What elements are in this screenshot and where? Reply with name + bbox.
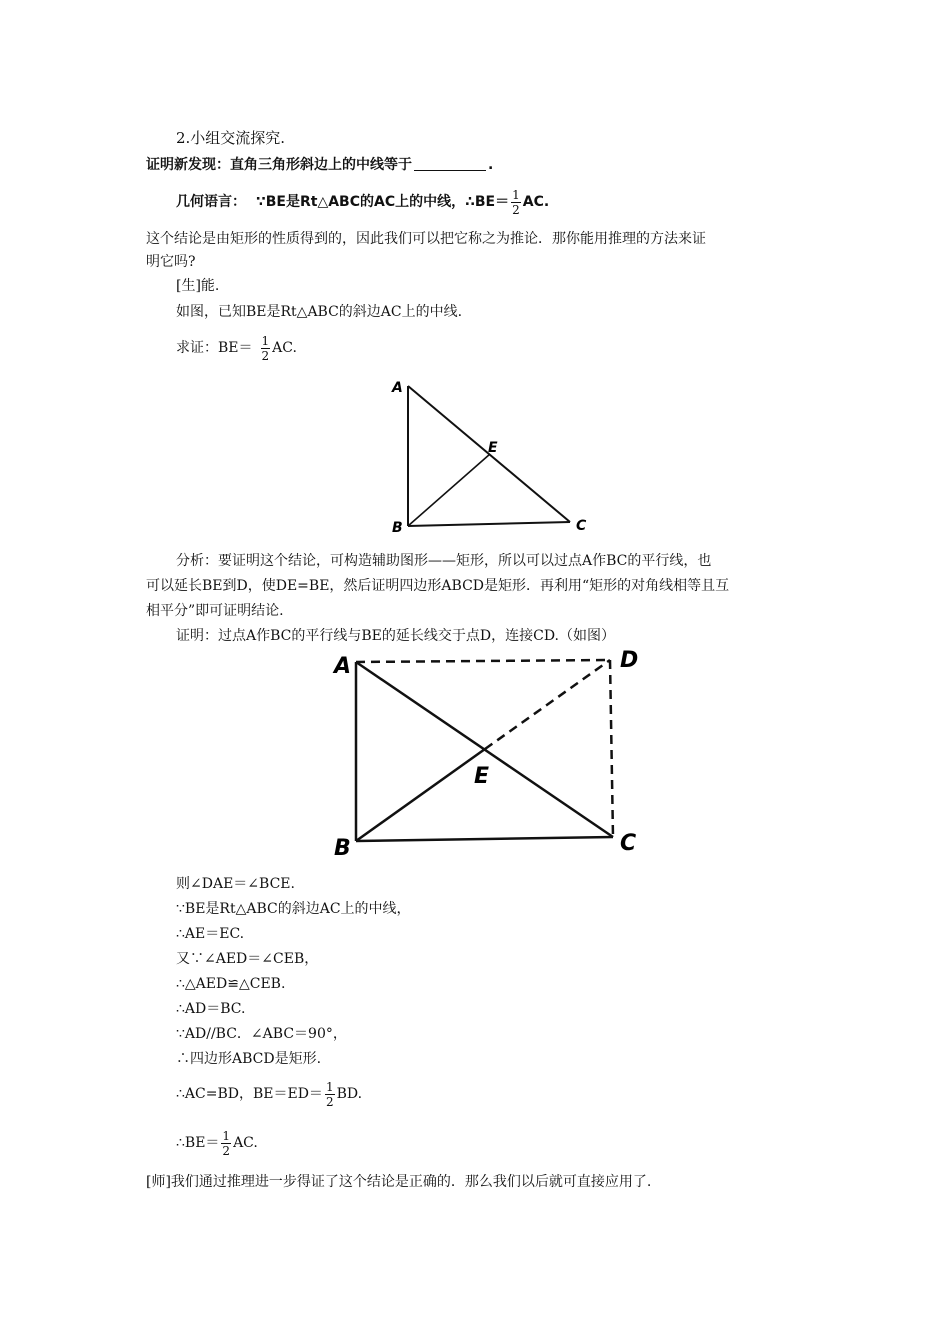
label-e: E (488, 440, 498, 456)
geometry-language (176, 184, 549, 220)
geo-language-fraction: $\frac{1}{2}$ (512, 187, 520, 217)
label-c: C (620, 831, 637, 856)
discovery-prefix: 证明新发现：直角三角形斜边上的中线等于 (146, 157, 412, 173)
analysis-line-3: 相平分”即可证明结论. (146, 603, 284, 619)
prove-tail: AC. (272, 340, 297, 356)
proof-step-9 (176, 1075, 362, 1113)
label-d: D (620, 648, 639, 673)
figure-rectangle (330, 645, 650, 860)
proof-step-6: ∴AD＝BC. (176, 1001, 246, 1017)
proof-step-10 (176, 1124, 258, 1162)
label-a: A (334, 654, 352, 679)
proof-step-9-fraction: $\frac{1}{2}$ (325, 1079, 334, 1109)
proof-intro: 证明：过点A作BC的平行线与BE的延长线交于点D，连接CD.（如图） (176, 628, 615, 644)
side-bc (356, 837, 613, 841)
figure-right-triangle (380, 370, 610, 540)
analysis-line-2: 可以延长BE到D，使DE=BE，然后证明四边形ABCD是矩形．再利用“矩形的对角线相等且互 (146, 578, 730, 594)
proof-step-9-prefix: ∴AC=BD，BE＝ED＝ (176, 1086, 323, 1102)
section-heading: 2.小组交流探究. (176, 129, 286, 147)
label-c: C (576, 518, 587, 534)
label-e: E (474, 764, 490, 789)
proof-step-8: ∴四边形ABCD是矩形. (176, 1051, 322, 1067)
teacher-remark: [师]我们通过推理进一步得证了这个结论是正确的．那么我们以后就可直接应用了. (146, 1174, 652, 1190)
proof-step-9-tail: BD. (336, 1086, 363, 1102)
median-be (408, 454, 490, 526)
discovery-suffix: . (488, 157, 494, 173)
answer-blank (414, 156, 486, 171)
prove-fraction: $\frac{1}{2}$ (261, 333, 270, 363)
proof-step-7: ∵AD//BC．∠ABC＝90°， (176, 1026, 347, 1042)
proof-step-10-tail: AC. (233, 1135, 258, 1151)
geo-language-label: 几何语言： (176, 194, 246, 210)
geo-language-tail: AC. (522, 194, 550, 210)
proof-step-5: ∴△AED≌△CEB. (176, 976, 286, 992)
analysis-line-1: 分析：要证明这个结论，可构造辅助图形——矩形，所以可以过点A作BC的平行线，也 (176, 553, 712, 569)
proof-step-1: 则∠DAE＝∠BCE. (176, 876, 295, 892)
prove-prefix: 求证：BE＝ (176, 340, 253, 356)
label-b: B (334, 836, 351, 861)
proof-step-4: 又∵∠AED＝∠CEB， (176, 951, 319, 967)
student-answer: [生]能. (176, 278, 220, 294)
side-bc (408, 522, 570, 526)
proof-step-10-fraction: $\frac{1}{2}$ (222, 1128, 231, 1158)
label-a: A (392, 380, 403, 396)
given-statement: 如图，已知BE是Rt△ABC的斜边AC上的中线. (176, 304, 463, 320)
proof-step-3: ∴AE＝EC. (176, 926, 245, 942)
proof-step-2: ∵BE是Rt△ABC的斜边AC上的中线， (176, 901, 411, 917)
label-b: B (392, 520, 403, 536)
intro-line-2: 明它吗? (146, 254, 196, 270)
side-dc-dashed (610, 660, 613, 837)
side-ad-dashed (356, 660, 610, 662)
segment-ed-dashed (485, 660, 610, 749)
proof-step-10-prefix: ∴BE＝ (176, 1135, 220, 1151)
geo-language-text: ∵BE是Rt△ABC的AC上的中线，∴BE＝ (256, 194, 510, 210)
intro-line-1: 这个结论是由矩形的性质得到的，因此我们可以把它称之为推论．那你能用推理的方法来证 (146, 231, 706, 247)
prove-statement (176, 328, 297, 368)
discovery-statement (146, 155, 493, 175)
segment-be (356, 749, 485, 841)
